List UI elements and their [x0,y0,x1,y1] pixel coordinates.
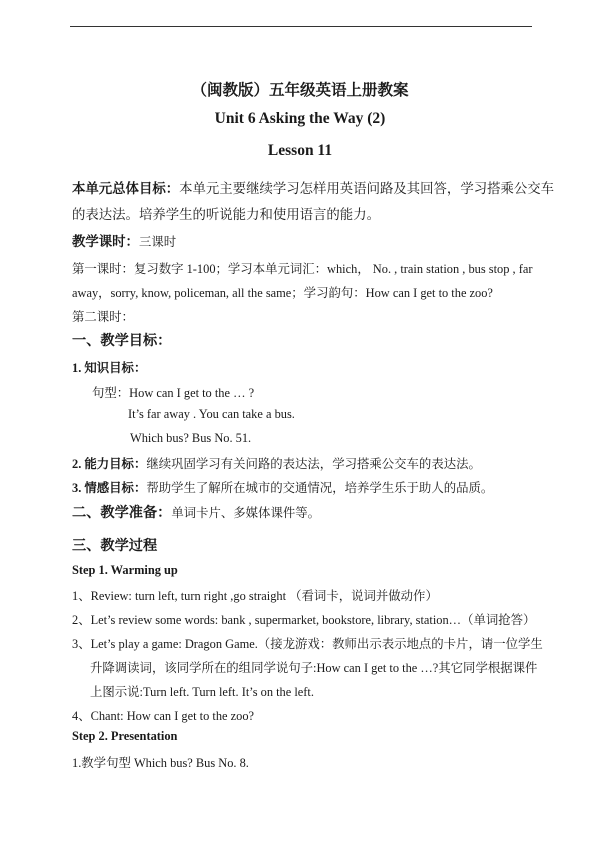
schedule-second: 第二课时： [72,310,134,324]
goals-line-2: 的表达法。培养学生的听说能力和使用语言的能力。 [72,207,380,222]
goals-line-1 [72,178,554,197]
sentence-pattern-2: It’s far away . You can take a bus. [128,407,295,421]
section3-heading: 三、教学过程 [72,538,158,554]
step2-item-1: 1.教学句型 Which bus? Bus No. 8. [72,756,249,770]
ability-goal-label: 2. 能力目标： [72,457,147,471]
emotion-goal-text: 帮助学生了解所在城市的交通情况，培养学生乐于助人的品质。 [146,481,494,495]
header-rule [70,26,532,27]
class-hours-line [72,231,176,250]
class-hours-value: 三课时 [138,235,177,249]
schedule-first-line-2: away，sorry, know, policeman, all the same；学习韵句：How can I get to the zoo? [72,286,493,300]
lesson-title: Lesson 11 [267,142,333,159]
section2-text: 单词卡片、多媒体课件等。 [171,506,321,520]
goals-label: 本单元总体目标： [72,181,180,196]
step1-item-3-line-3: 上图示说:Turn left. Turn left. It’s on the left. [90,685,314,699]
sentence-pattern-1: 句型：How can I get to the … ? [92,386,255,400]
step1-item-1: 1、Review: turn left, turn right ,go straight （看词卡，说词并做动作） [72,589,438,603]
knowledge-goal-label: 1. 知识目标： [72,361,147,375]
schedule-first-line-1: 第一课时：复习数字 1-100；学习本单元词汇：which， No. , train station , bus stop , far [72,262,533,276]
goals-text-1: 本单元主要继续学习怎样用英语问路及其回答，学习搭乘公交车 [179,181,555,196]
emotion-goal-label: 3. 情感目标： [72,481,147,495]
step2-heading: Step 2. Presentation [72,729,178,743]
step1-item-2: 2、Let’s review some words: bank , supermarket, bookstore, library, station…（单词抢答） [72,613,536,627]
sentence-pattern-3: Which bus? Bus No. 51. [130,431,252,445]
step1-item-4: 4、Chant: How can I get to the zoo? [72,709,255,723]
section1-heading: 一、教学目标： [72,333,172,349]
unit-title: Unit 6 Asking the Way (2) [214,110,386,127]
class-hours-label: 教学课时： [72,234,139,249]
emotion-goal-line [72,478,493,496]
ability-goal-text: 继续巩固学习有关问路的表达法，学习搭乘公交车的表达法。 [146,457,481,471]
step1-item-3-line-1: 3、Let’s play a game: Dragon Game.（接龙游戏：教师出示表示地点的卡片，请一位学生 [72,637,543,651]
step1-heading: Step 1. Warming up [72,563,178,577]
document-title: （闽教版）五年级英语上册教案 [191,82,409,99]
step1-item-3-line-2: 升降调读词，该同学所在的组同学说句子:How can I get to the …?其它同学根据课件 [90,661,538,675]
section2-heading: 二、教学准备： [72,505,172,521]
section2-line [72,502,320,522]
ability-goal-line [72,454,481,472]
